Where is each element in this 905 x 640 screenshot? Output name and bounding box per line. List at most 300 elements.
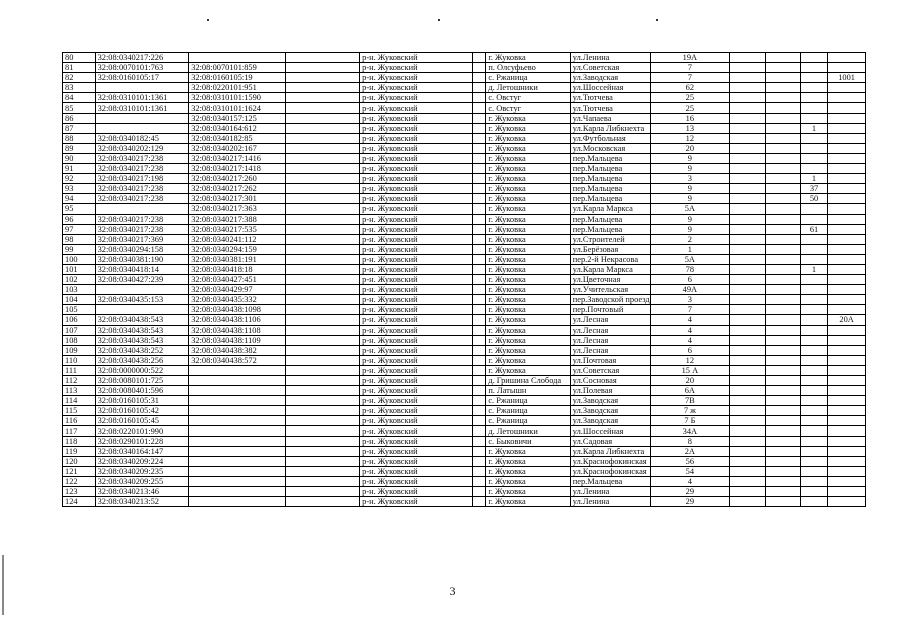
table-cell (473, 244, 486, 254)
table-cell: ул.Карла Либкнехта (570, 446, 650, 456)
table-cell: р-н. Жуковский (360, 416, 473, 426)
table-cell (766, 406, 801, 416)
table-cell (828, 355, 866, 365)
table-cell (828, 63, 866, 73)
table-cell: ул.Строителей (570, 234, 650, 244)
table-cell (473, 426, 486, 436)
table-cell (189, 436, 286, 446)
table-cell (285, 143, 359, 153)
table-cell: 89 (63, 143, 96, 153)
table-cell (95, 123, 189, 133)
table-cell (766, 103, 801, 113)
table-cell: г. Жуковка (486, 53, 570, 63)
table-cell: 32:08:0340209:235 (95, 466, 189, 476)
table-cell (766, 275, 801, 285)
table-cell (473, 305, 486, 315)
table-cell: 85 (63, 103, 96, 113)
table-cell (828, 103, 866, 113)
table-cell: р-н. Жуковский (360, 224, 473, 234)
table-row (63, 214, 866, 224)
table-cell (729, 325, 766, 335)
table-cell: 32:08:0340217:238 (95, 164, 189, 174)
table-cell: 29 (651, 487, 729, 497)
table-cell (473, 436, 486, 446)
table-cell (285, 234, 359, 244)
table-cell: ул.Берёзовая (570, 244, 650, 254)
table-cell: р-н. Жуковский (360, 194, 473, 204)
table-cell (800, 285, 827, 295)
table-cell: г. Жуковка (486, 264, 570, 274)
table-cell (285, 365, 359, 375)
table-cell: 32:08:0340213:46 (95, 487, 189, 497)
table-cell (766, 133, 801, 143)
table-cell (766, 466, 801, 476)
table-cell: г. Жуковка (486, 466, 570, 476)
table-cell (285, 264, 359, 274)
table-cell (828, 113, 866, 123)
table-cell (828, 194, 866, 204)
table-cell (828, 466, 866, 476)
table-cell: с. Ржаница (486, 406, 570, 416)
table-cell (729, 214, 766, 224)
table-cell: ул.Садовая (570, 436, 650, 446)
table-cell: 32:08:0340438:1108 (189, 325, 286, 335)
table-cell: 62 (651, 83, 729, 93)
page-number: 3 (449, 584, 456, 598)
table-cell (828, 164, 866, 174)
table-cell: 121 (63, 466, 96, 476)
table-cell (285, 285, 359, 295)
table-cell: 91 (63, 164, 96, 174)
table-cell (828, 133, 866, 143)
table-cell (729, 234, 766, 244)
table-cell: 32:08:0340217:238 (95, 224, 189, 234)
table-cell: р-н. Жуковский (360, 305, 473, 315)
table-cell: р-н. Жуковский (360, 184, 473, 194)
table-cell (285, 436, 359, 446)
table-cell (729, 244, 766, 254)
table-row (63, 224, 866, 234)
table-row (63, 234, 866, 244)
table-cell: пер.Мальцева (570, 194, 650, 204)
table-cell (473, 184, 486, 194)
table-row (63, 335, 866, 345)
table-row (63, 174, 866, 184)
table-cell (828, 174, 866, 184)
table-cell: р-н. Жуковский (360, 244, 473, 254)
table-cell: г. Жуковка (486, 487, 570, 497)
table-cell: 32:08:0340217:238 (95, 194, 189, 204)
table-cell: 9 (651, 214, 729, 224)
table-cell: 32:08:0310101:1590 (189, 93, 286, 103)
table-cell: 106 (63, 315, 96, 325)
table-row (63, 305, 866, 315)
table-cell (800, 365, 827, 375)
table-cell (766, 224, 801, 234)
table-cell (828, 416, 866, 426)
table-cell (766, 113, 801, 123)
table-cell (729, 476, 766, 486)
table-row (63, 426, 866, 436)
table-cell: р-н. Жуковский (360, 83, 473, 93)
table-cell (285, 93, 359, 103)
table-cell: 32:08:0310101:1361 (95, 93, 189, 103)
table-cell (473, 214, 486, 224)
table-cell: 32:08:0340217:226 (95, 53, 189, 63)
table-cell (473, 376, 486, 386)
table-cell (285, 345, 359, 355)
table-cell (189, 53, 286, 63)
table-cell: р-н. Жуковский (360, 214, 473, 224)
table-cell: 83 (63, 83, 96, 93)
table-cell: ул.Ленина (570, 53, 650, 63)
table-cell: г. Жуковка (486, 214, 570, 224)
table-cell: 86 (63, 113, 96, 123)
table-cell: 108 (63, 335, 96, 345)
table-cell (473, 466, 486, 476)
table-cell (285, 113, 359, 123)
table-cell (473, 456, 486, 466)
table-cell (285, 63, 359, 73)
table-cell (800, 355, 827, 365)
table-cell: 9 (651, 194, 729, 204)
table-cell (766, 143, 801, 153)
table-cell (729, 264, 766, 274)
table-cell (189, 396, 286, 406)
table-row (63, 194, 866, 204)
table-cell: д. Летошники (486, 83, 570, 93)
table-cell: р-н. Жуковский (360, 103, 473, 113)
table-cell: 32:08:0340164:612 (189, 123, 286, 133)
table-cell: 32:08:0070101:859 (189, 63, 286, 73)
table-row (63, 93, 866, 103)
table-cell (828, 123, 866, 133)
table-row (63, 63, 866, 73)
table-cell (828, 224, 866, 234)
table-cell: пер.Почтовый (570, 305, 650, 315)
table-cell (800, 335, 827, 345)
table-cell: 8 (651, 436, 729, 446)
table-cell (800, 73, 827, 83)
table-cell (285, 497, 359, 507)
table-cell: ул.Заводская (570, 73, 650, 83)
table-cell: 32:08:0340217:238 (95, 153, 189, 163)
table-cell: 32:08:0080401:596 (95, 386, 189, 396)
table-cell: 9 (651, 153, 729, 163)
table-cell: п. Олсуфьево (486, 63, 570, 73)
table-cell: 32:08:0340435:332 (189, 295, 286, 305)
table-cell: 16 (651, 113, 729, 123)
table-cell (729, 123, 766, 133)
table-cell (729, 164, 766, 174)
table-cell (729, 416, 766, 426)
table-cell (729, 63, 766, 73)
table-cell (800, 345, 827, 355)
table-cell: г. Жуковка (486, 345, 570, 355)
table-cell: р-н. Жуковский (360, 123, 473, 133)
table-cell: ул.Цветочная (570, 275, 650, 285)
table-cell (800, 153, 827, 163)
table-cell (473, 406, 486, 416)
table-cell (285, 224, 359, 234)
table-cell (800, 53, 827, 63)
table-cell: 32:08:0340427:239 (95, 275, 189, 285)
table-cell: 29 (651, 497, 729, 507)
table-cell: 124 (63, 497, 96, 507)
table-cell (729, 396, 766, 406)
table-cell: 32:08:0340202:167 (189, 143, 286, 153)
table-cell (473, 315, 486, 325)
table-cell: 32:08:0340217:369 (95, 234, 189, 244)
table-cell (766, 254, 801, 264)
table-cell: 32:08:0340182:85 (189, 133, 286, 143)
table-cell: 109 (63, 345, 96, 355)
table-cell (729, 113, 766, 123)
table-cell (285, 295, 359, 305)
table-cell: 32:08:0340217:535 (189, 224, 286, 234)
table-cell (766, 315, 801, 325)
table-cell: 32:08:0340438:1109 (189, 335, 286, 345)
table-cell: 32:08:0340217:388 (189, 214, 286, 224)
table-cell: 117 (63, 426, 96, 436)
table-cell (285, 244, 359, 254)
table-cell (729, 315, 766, 325)
table-cell: ул.Лесная (570, 325, 650, 335)
table-row (63, 153, 866, 163)
table-cell: 122 (63, 476, 96, 486)
table-cell (473, 234, 486, 244)
table-cell (95, 204, 189, 214)
table-cell: 32:08:0340217:262 (189, 184, 286, 194)
table-cell (828, 305, 866, 315)
table-cell: ул.Футбольная (570, 133, 650, 143)
table-cell (729, 184, 766, 194)
table-row (63, 386, 866, 396)
table-cell (473, 335, 486, 345)
table-cell (766, 164, 801, 174)
table-row (63, 285, 866, 295)
table-cell: р-н. Жуковский (360, 275, 473, 285)
table-cell (189, 476, 286, 486)
table-cell (828, 214, 866, 224)
table-cell: г. Жуковка (486, 234, 570, 244)
table-cell: пер.2-й Некрасова (570, 254, 650, 264)
table-cell: 1 (800, 123, 827, 133)
table-cell: 82 (63, 73, 96, 83)
table-cell (189, 376, 286, 386)
table-cell: 25 (651, 93, 729, 103)
table-cell: г. Жуковка (486, 476, 570, 486)
table-cell: г. Жуковка (486, 164, 570, 174)
table-cell (285, 315, 359, 325)
table-cell: г. Жуковка (486, 123, 570, 133)
table-cell (729, 275, 766, 285)
table-cell (473, 386, 486, 396)
table-cell (828, 436, 866, 446)
table-cell (828, 497, 866, 507)
table-cell (285, 73, 359, 83)
table-cell: 93 (63, 184, 96, 194)
table-row (63, 103, 866, 113)
table-cell (828, 53, 866, 63)
table-cell (729, 204, 766, 214)
table-cell (800, 487, 827, 497)
table-row (63, 345, 866, 355)
table-cell: 32:08:0340418:14 (95, 264, 189, 274)
table-row (63, 456, 866, 466)
table-cell (285, 214, 359, 224)
table-cell (729, 143, 766, 153)
table-cell (766, 446, 801, 456)
table-cell: 32:08:0290101:228 (95, 436, 189, 446)
table-cell: ул.Советская (570, 63, 650, 73)
table-cell: ул.Заводская (570, 396, 650, 406)
table-cell (766, 325, 801, 335)
table-cell: п. Латышн (486, 386, 570, 396)
table-cell: пер.Мальцева (570, 224, 650, 234)
table-cell (766, 335, 801, 345)
table-cell (766, 285, 801, 295)
scan-mark (656, 19, 658, 21)
table-cell (95, 83, 189, 93)
table-cell (766, 497, 801, 507)
table-cell: 1001 (828, 73, 866, 83)
table-cell (189, 487, 286, 497)
table-cell: с. Ржаница (486, 73, 570, 83)
table-row (63, 53, 866, 63)
table-cell (729, 466, 766, 476)
table-cell (729, 345, 766, 355)
table-cell: 4 (651, 335, 729, 345)
table-cell (95, 285, 189, 295)
table-cell: г. Жуковка (486, 335, 570, 345)
table-cell (828, 335, 866, 345)
table-row (63, 133, 866, 143)
table-cell: с. Овстуг (486, 103, 570, 113)
table-cell (766, 184, 801, 194)
table-cell (473, 224, 486, 234)
table-cell (189, 466, 286, 476)
table-cell: 32:08:0340438:1106 (189, 315, 286, 325)
table-cell (766, 204, 801, 214)
table-row (63, 365, 866, 375)
table-cell: г. Жуковка (486, 325, 570, 335)
table-cell: 32:08:0080101:725 (95, 376, 189, 386)
table-cell: ул.Краснофокинская (570, 456, 650, 466)
table-cell (285, 103, 359, 113)
table-cell: г. Жуковка (486, 244, 570, 254)
table-cell (189, 406, 286, 416)
table-cell (800, 305, 827, 315)
table-cell (766, 174, 801, 184)
table-cell (473, 446, 486, 456)
table-cell (285, 335, 359, 345)
table-cell: 120 (63, 456, 96, 466)
table-cell (473, 487, 486, 497)
table-cell: 50 (800, 194, 827, 204)
table-cell: ул.Тютчева (570, 93, 650, 103)
table-cell (800, 497, 827, 507)
table-cell: 32:08:0000000:522 (95, 365, 189, 375)
table-cell: р-н. Жуковский (360, 254, 473, 264)
table-cell: 32:08:0160105:45 (95, 416, 189, 426)
table-cell (800, 476, 827, 486)
table-cell: г. Жуковка (486, 456, 570, 466)
table-cell: 104 (63, 295, 96, 305)
table-cell: с. Ржаница (486, 396, 570, 406)
table-cell: р-н. Жуковский (360, 476, 473, 486)
table-cell (828, 285, 866, 295)
table-cell: г. Жуковка (486, 133, 570, 143)
table-cell: 13 (651, 123, 729, 133)
table-cell (729, 174, 766, 184)
table-cell: 32:08:0340427:451 (189, 275, 286, 285)
table-cell: 7 ж (651, 406, 729, 416)
table-cell: 32:08:0340217:1416 (189, 153, 286, 163)
table-cell: ул.Шоссейная (570, 426, 650, 436)
table-cell: 3 (651, 174, 729, 184)
table-cell (828, 345, 866, 355)
table-cell (729, 285, 766, 295)
table-cell: 5А (651, 204, 729, 214)
table-cell (800, 396, 827, 406)
table-cell (766, 244, 801, 254)
table-cell: р-н. Жуковский (360, 376, 473, 386)
table-cell: р-н. Жуковский (360, 497, 473, 507)
table-cell (729, 153, 766, 163)
table-cell: 32:08:0340213:52 (95, 497, 189, 507)
table-cell (766, 476, 801, 486)
table-cell (285, 164, 359, 174)
table-row (63, 244, 866, 254)
table-cell: 80 (63, 53, 96, 63)
table-row (63, 376, 866, 386)
table-cell (800, 386, 827, 396)
table-row (63, 83, 866, 93)
table-row (63, 497, 866, 507)
table-cell (800, 244, 827, 254)
table-cell: 32:08:0340217:363 (189, 204, 286, 214)
table-cell (828, 93, 866, 103)
table-cell (285, 426, 359, 436)
table-cell (828, 406, 866, 416)
table-cell (729, 456, 766, 466)
table-cell (729, 103, 766, 113)
table-cell: г. Жуковка (486, 153, 570, 163)
table-cell (729, 73, 766, 83)
table-cell (285, 184, 359, 194)
table-cell: 32:08:0340294:159 (189, 244, 286, 254)
table-cell: 32:08:0340438:252 (95, 345, 189, 355)
table-cell: 32:08:0340217:198 (95, 174, 189, 184)
table-cell (828, 143, 866, 153)
table-cell: 100 (63, 254, 96, 264)
table-cell: пер.Мальцева (570, 214, 650, 224)
table-cell (473, 103, 486, 113)
table-cell: ул.Сосновая (570, 376, 650, 386)
table-cell (800, 214, 827, 224)
table-cell: д. Гришина Слобода (486, 376, 570, 386)
table-cell: 37 (800, 184, 827, 194)
table-cell (729, 497, 766, 507)
table-cell (729, 53, 766, 63)
table-cell: 2 (651, 234, 729, 244)
table-cell: 20 (651, 376, 729, 386)
table-cell: р-н. Жуковский (360, 204, 473, 214)
table-cell: 98 (63, 234, 96, 244)
table-cell: р-н. Жуковский (360, 426, 473, 436)
table-cell (189, 497, 286, 507)
